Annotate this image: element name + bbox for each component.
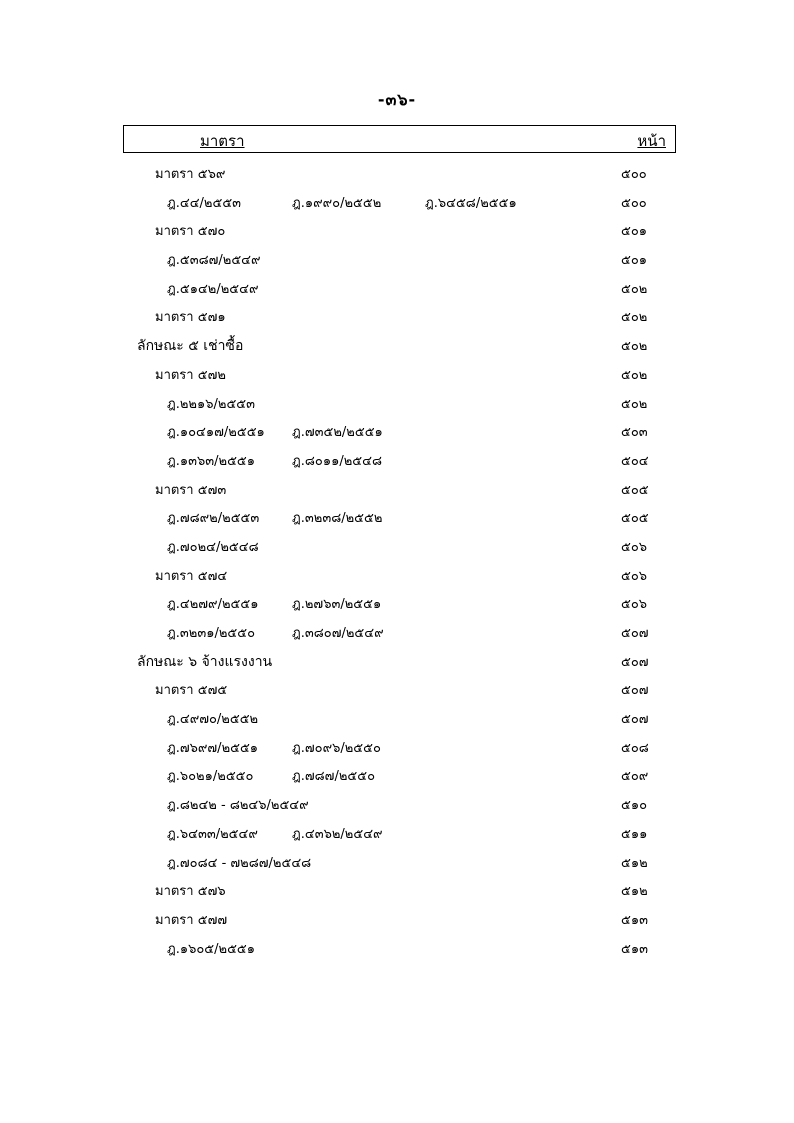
case-reference: ฎ.๖๔๓๓/๒๕๔๙ (167, 826, 258, 842)
case-reference: ฎ.๓๒๓๘/๒๕๕๒ (292, 511, 383, 527)
case-entry (0, 389, 794, 418)
page-reference: ๕๐๗ (621, 683, 649, 699)
page-reference: ๕๐๗ (621, 654, 649, 670)
page-reference: ๕๐๖ (621, 568, 648, 584)
case-reference: ฎ.๑๓๖๓/๒๕๕๑ (167, 453, 256, 469)
case-entry (0, 274, 794, 303)
article-entry (0, 159, 794, 188)
case-entry (0, 848, 794, 877)
case-reference: ฎ.๒๗๖๓/๒๕๕๑ (292, 597, 382, 613)
article-entry (0, 360, 794, 389)
article-entry (0, 876, 794, 905)
case-reference: ฎ.๓๘๐๗/๒๕๔๙ (292, 626, 384, 641)
page-reference: ๕๐๗ (621, 626, 649, 641)
page-reference: ๕๑๓ (621, 912, 648, 928)
page-reference: ๕๐๘ (621, 740, 649, 756)
case-reference: ฎ.๗๘๙๒/๒๕๕๓ (167, 511, 260, 527)
case-entry (0, 188, 794, 217)
page-reference: ๕๐๒ (621, 310, 648, 326)
article-entry (0, 475, 794, 504)
article-entry (0, 216, 794, 245)
case-reference: ฎ.๔๓๖๒/๒๕๔๙ (292, 826, 383, 842)
case-reference: ฎ.๗๓๕๒/๒๕๕๑ (292, 425, 383, 441)
index-list (0, 159, 794, 962)
case-reference: ฎ.๕๓๘๗/๒๕๔๙ (167, 253, 261, 269)
case-entry (0, 934, 794, 963)
page-reference: ๕๐๔ (621, 453, 649, 469)
section-title: ลักษณะ ๕ เช่าซื้อ (137, 338, 244, 355)
article-number: มาตรา ๕๗๕ (155, 683, 228, 699)
article-number: มาตรา ๕๗๒ (155, 367, 226, 383)
page-reference: ๕๐๗ (621, 712, 649, 728)
page-reference: ๕๐๐ (621, 167, 647, 182)
case-reference: ฎ.๗๐๘๔ - ๗๒๘๗/๒๕๔๘ (167, 855, 312, 871)
article-number: มาตรา ๕๗๗ (155, 912, 228, 928)
case-entry (0, 618, 794, 647)
page-reference: ๕๑๓ (621, 941, 648, 957)
case-reference: ฎ.๑๖๐๕/๒๕๕๑ (167, 941, 256, 957)
page-reference: ๕๐๖ (621, 597, 648, 613)
article-number: มาตรา ๕๖๙ (155, 167, 226, 182)
case-entry (0, 819, 794, 848)
case-reference: ฎ.๖๔๕๘/๒๕๕๑ (425, 195, 517, 211)
case-reference: ฎ.๓๒๓๑/๒๕๕๐ (167, 626, 256, 641)
case-reference: ฎ.๒๒๑๖/๒๕๕๓ (167, 396, 256, 412)
article-entry (0, 561, 794, 590)
page-reference: ๕๐๐ (621, 195, 647, 211)
case-reference: ฎ.๗๐๙๖/๒๕๕๐ (292, 740, 381, 756)
article-number: มาตรา ๕๗๐ (155, 224, 226, 240)
page-reference: ๕๐๖ (621, 539, 648, 555)
section-title: ลักษณะ ๖ จ้างแรงงาน (137, 653, 273, 670)
case-entry (0, 417, 794, 446)
page-reference: ๕๐๑ (621, 224, 648, 240)
case-reference: ฎ.๘๒๔๒ - ๘๒๔๖/๒๕๔๙ (167, 798, 309, 814)
case-reference: ฎ.๘๐๑๑/๒๕๔๘ (292, 453, 382, 469)
page-reference: ๕๐๕ (621, 482, 649, 498)
column-header-article: มาตรา (200, 132, 245, 150)
article-number: มาตรา ๕๗๖ (155, 884, 226, 900)
section-entry (0, 647, 794, 676)
case-entry (0, 704, 794, 733)
case-reference: ฎ.๔๙๗๐/๒๕๕๒ (167, 712, 259, 728)
case-reference: ฎ.๖๐๒๑/๒๕๕๐ (167, 769, 254, 785)
article-number: มาตรา ๕๗๔ (155, 568, 228, 584)
page-reference: ๕๐๒ (621, 281, 648, 297)
case-reference: ฎ.๗๐๒๔/๒๕๔๘ (167, 539, 259, 555)
case-entry (0, 503, 794, 532)
case-entry (0, 733, 794, 762)
page-reference: ๕๐๙ (621, 769, 649, 785)
case-reference: ฎ.๑๐๔๑๗/๒๕๕๑ (167, 425, 265, 441)
article-number: มาตรา ๕๗๑ (155, 310, 226, 326)
case-reference: ฎ.๗๖๙๗/๒๕๕๑ (167, 740, 259, 756)
page-reference: ๕๐๒ (621, 396, 648, 412)
case-reference: ฎ.๔๒๗๙/๒๕๕๑ (167, 597, 259, 613)
case-reference: ฎ.๑๙๙๐/๒๕๕๒ (292, 195, 382, 211)
page-reference: ๕๑๐ (621, 798, 648, 814)
case-reference: ฎ.๔๔/๒๕๕๓ (167, 195, 242, 211)
page-reference: ๕๑๒ (621, 855, 648, 871)
article-number: มาตรา ๕๗๓ (155, 482, 227, 498)
case-entry (0, 589, 794, 618)
page-reference: ๕๐๒ (621, 367, 648, 383)
case-entry (0, 245, 794, 274)
case-entry (0, 446, 794, 475)
article-entry (0, 302, 794, 331)
column-header-page: หน้า (637, 132, 666, 150)
case-entry (0, 761, 794, 790)
page-number: -๓๖- (377, 90, 417, 109)
case-reference: ฎ.๗๘๗/๒๕๕๐ (292, 769, 376, 785)
case-reference: ฎ.๕๑๔๒/๒๕๔๙ (167, 281, 259, 297)
article-entry (0, 905, 794, 934)
page-reference: ๕๐๕ (621, 511, 649, 527)
page-reference: ๕๑๒ (621, 884, 648, 900)
page-reference: ๕๐๑ (621, 253, 648, 269)
case-entry (0, 532, 794, 561)
case-entry (0, 790, 794, 819)
article-entry (0, 675, 794, 704)
page-reference: ๕๐๓ (621, 425, 648, 441)
index-header (123, 125, 676, 153)
section-entry (0, 331, 794, 360)
page-reference: ๕๐๒ (621, 339, 648, 355)
page-reference: ๕๑๑ (621, 826, 648, 842)
